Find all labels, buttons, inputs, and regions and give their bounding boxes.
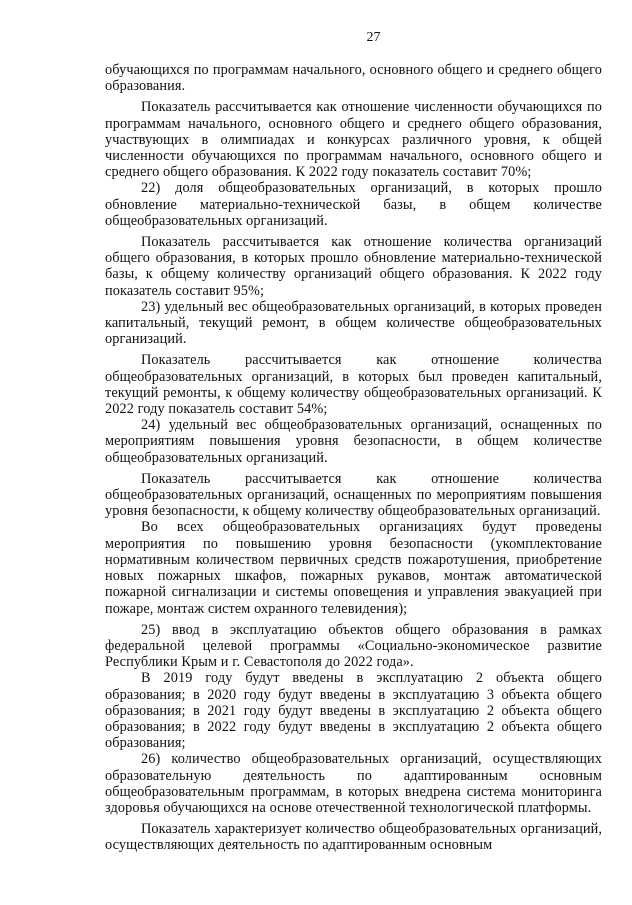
paragraph-indicator-repair: Показатель рассчитывается как отношение количества общеобразовательных организаций, в которых был проведен капитальный, текущий ремонты, к общему количеству общеобразовательных организаций. К 2022 году показатель составит 54%;: [105, 352, 602, 418]
paragraph-item-22: 22) доля общеобразовательных организаций, в которых прошло обновление материально-технической базы, в общем количестве общеобразовательных организаций.: [105, 180, 602, 229]
paragraph-item-23: 23) удельный вес общеобразовательных организаций, в которых проведен капитальный, текущий ремонт, в общем количестве общеобразовательных организаций.: [105, 298, 602, 348]
paragraph-item-26: 26) количество общеобразовательных организаций, осуществляющих образовательную деятельность по адаптированным основным общеобразовательным программам, в которых внедрена система мониторинга здоровья обучающихся на основе отечественной технологической платформы.: [105, 751, 602, 816]
paragraph-safety-measures: Во всех общеобразовательных организациях будут проведены мероприятия по повышению уровня безопасности (укомплектование нормативным количеством первичных средств пожаротушения, приобретение новых пожарных шкафов, пожарных рукавов, монтаж автоматической пожарной сигнализации и системы оповещения и управления эвакуацией при пожаре, монтаж систем охранного телевидения);: [105, 519, 602, 617]
paragraph-continuation: обучающихся по программам начального, основного общего и среднего общего образования.: [105, 62, 602, 95]
paragraph-item-24: 24) удельный вес общеобразовательных организаций, оснащенных по мероприятиям повышения уровня безопасности, в общем количестве общеобразовательных организаций.: [105, 417, 602, 466]
paragraph-item-25: 25) ввод в эксплуатацию объектов общего образования в рамках федеральной целевой программы «Социально-экономическое развитие Республики Крым и г. Севастополя до 2022 года».: [105, 621, 602, 671]
paragraph-indicator-adapted: Показатель характеризует количество общеобразовательных организаций, осуществляющих деятельность по адаптированным основным: [105, 821, 602, 854]
page-number: 27: [366, 30, 381, 45]
paragraph-commissioning-schedule: В 2019 году будут введены в эксплуатацию 2 объекта общего образования; в 2020 году будут введены в эксплуатацию 3 объекта общего образования; в 2021 году будут введены в эксплуатацию 2 объекта общего образования; в 2022 году будут введены в эксплуатацию 2 объекта общего образования;: [105, 670, 602, 752]
paragraph-indicator-olympiads: Показатель рассчитывается как отношение численности обучающихся по программам начального, основного общего и среднего общего образования, участвующих в олимпиадах и конкурсах различного уровня, к общей численности обучающихся по программам начального, основного общего и среднего общего образования. К 2022 году показатель составит 70%;: [105, 99, 602, 181]
paragraph-indicator-safety: Показатель рассчитывается как отношение количества общеобразовательных организаций, оснащенных по мероприятиям повышения уровня безопасности, к общему количеству общеобразовательных организаций.: [105, 470, 602, 520]
paragraph-indicator-mtb: Показатель рассчитывается как отношение количества организаций общего образования, в которых прошло обновление материально-технической базы, к общему количеству организаций общего образования. К 2022 году показатель составит 95%;: [105, 234, 602, 299]
